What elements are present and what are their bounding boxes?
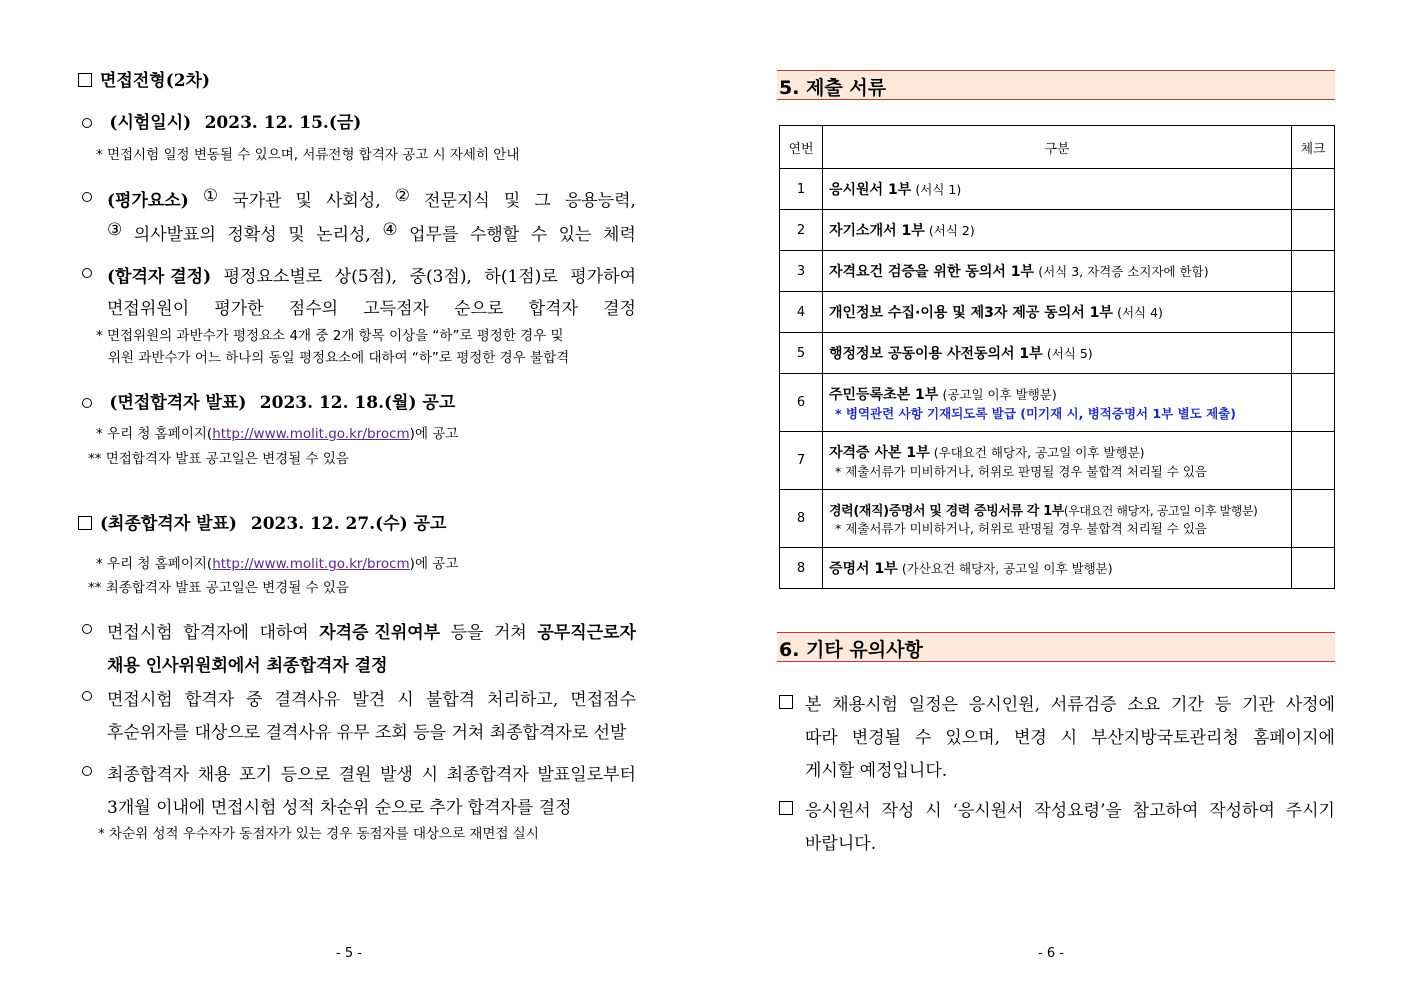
bullet-circle-icon	[82, 268, 92, 278]
section-documents-title: 5. 제출 서류	[779, 77, 887, 99]
check-cell[interactable]	[1292, 210, 1335, 251]
documents-table	[779, 125, 1335, 589]
section-notes-title: 6. 기타 유의사항	[779, 639, 923, 661]
table-row: 1 응시원서 1부 (서식 1)	[780, 169, 1335, 210]
table-row: 5 행정정보 공동이용 사전동의서 1부 (서식 5)	[780, 333, 1335, 374]
row-note: * 병역관련 사항 기재되도록 발급 (미기재 시, 병적증명서 1부 별도 제출)	[835, 405, 1236, 421]
final-decision-item: 면접시험 합격자에 대하여 자격증 진위여부 등을 거쳐 공무직근로자 채용 인사위원회에서 최종합격자 결정	[82, 618, 636, 676]
homepage-link[interactable]: http://www.molit.go.kr/brocm	[212, 556, 410, 572]
col-header-check: 체크	[1292, 126, 1335, 169]
check-cell[interactable]	[1292, 432, 1335, 490]
table-row: 8 경력(재직)증명서 및 경력 증빙서류 각 1부(우대요건 해당자, 공고일 이후 발행분) * 제출서류가 미비하거나, 허위로 판명될 경우 불합격 처리될 수 있음	[780, 490, 1335, 548]
row-note: * 제출서류가 미비하거나, 허위로 판명될 경우 불합격 처리될 수 있음	[835, 521, 1208, 536]
row-note: * 제출서류가 미비하거나, 허위로 판명될 경우 불합격 처리될 수 있음	[835, 463, 1208, 479]
section-notes-header	[777, 632, 1335, 662]
note-exam-date: * 면접시험 일정 변동될 수 있으며, 서류전형 합격자 공고 시 자세히 안내	[96, 147, 520, 163]
page-number-right: - 6 -	[1038, 946, 1064, 961]
checkbox-square-icon	[78, 73, 92, 87]
note-homepage-2: * 우리 청 홈페이지(http://www.molit.go.kr/brocm)에 공고	[96, 556, 459, 572]
check-cell[interactable]	[1292, 548, 1335, 589]
bullet-circle-icon	[82, 118, 92, 128]
disqualification-item: 면접시험 합격자 중 결격사유 발견 시 불합격 처리하고, 면접점수 후순위자를 대상으로 결격사유 유무 조회 등을 거쳐 최종합격자로 선발	[82, 685, 636, 743]
note-pass-decision-1: * 면접위원의 과반수가 평정요소 4개 중 2개 항목 이상을 “하”로 평정한 경우 및	[96, 328, 564, 344]
table-row: 7 자격증 사본 1부 (우대요건 해당자, 공고일 이후 발행분) * 제출서류가 미비하거나, 허위로 판명될 경우 불합격 처리될 수 있음	[780, 432, 1335, 490]
final-result-title: (최종합격자 발표) 2023. 12. 27.(수) 공고	[78, 509, 446, 534]
bullet-circle-icon	[82, 192, 92, 202]
homepage-link[interactable]: http://www.molit.go.kr/brocm	[212, 426, 410, 442]
pass-decision-item: (합격자 결정) 평정요소별로 상(5점), 중(3점), 하(1점)로 평가하여 면접위원이 평가한 점수의 고득점자 순으로 합격자 결정	[82, 262, 636, 319]
additional-pass-item: 최종합격자 채용 포기 등으로 결원 발생 시 최종합격자 발표일로부터 3개월 이내에 면접시험 성적 차순위 순으로 추가 합격자를 결정	[82, 760, 636, 818]
check-cell[interactable]	[1292, 251, 1335, 292]
bullet-circle-icon	[82, 398, 92, 408]
section-interview-title: 면접전형(2차)	[78, 66, 210, 91]
check-cell[interactable]	[1292, 333, 1335, 374]
table-row: 2 자기소개서 1부 (서식 2)	[780, 210, 1335, 251]
check-cell[interactable]	[1292, 169, 1335, 210]
note-interview-date-change: ** 면접합격자 발표 공고일은 변경될 수 있음	[88, 451, 349, 467]
checkbox-square-icon	[779, 695, 793, 709]
note-homepage-1: * 우리 청 홈페이지(http://www.molit.go.kr/brocm)에 공고	[96, 426, 459, 442]
checkbox-square-icon	[779, 801, 793, 815]
notice-paragraph-2: 응시원서 작성 시 ‘응시원서 작성요령’을 참고하여 작성하여 주시기 바랍니다.	[779, 796, 1335, 854]
col-header-category: 구분	[823, 126, 1292, 169]
col-header-no: 연번	[780, 126, 823, 169]
exam-date-item: (시험일시) 2023. 12. 15.(금)	[82, 108, 361, 133]
interview-result-item: (면접합격자 발표) 2023. 12. 18.(월) 공고	[82, 388, 455, 413]
evaluation-item: (평가요소) ① 국가관 및 사회성, ② 전문지식 및 그 응용능력, ③ 의사발표의 정확성 및 논리성, ④ 업무를 수행할 수 있는 체력	[82, 186, 636, 245]
check-cell[interactable]	[1292, 490, 1335, 548]
table-row: 4 개인정보 수집·이용 및 제3자 제공 동의서 1부 (서식 4)	[780, 292, 1335, 333]
table-header-row	[780, 126, 1335, 169]
check-cell[interactable]	[1292, 292, 1335, 333]
check-cell[interactable]	[1292, 374, 1335, 432]
table-row: 8 증명서 1부 (가산요건 해당자, 공고일 이후 발행분)	[780, 548, 1335, 589]
bullet-circle-icon	[82, 766, 92, 776]
table-row: 6 주민등록초본 1부 (공고일 이후 발행분) * 병역관련 사항 기재되도록 발급 (미기재 시, 병적증명서 1부 별도 제출)	[780, 374, 1335, 432]
bullet-circle-icon	[82, 624, 92, 634]
section-documents-header	[777, 70, 1335, 100]
bullet-circle-icon	[82, 691, 92, 701]
note-final-date-change: ** 최종합격자 발표 공고일은 변경될 수 있음	[88, 580, 349, 596]
note-pass-decision-2: 위원 과반수가 어느 하나의 동일 평정요소에 대하여 “하”로 평정한 경우 불합격	[108, 350, 570, 366]
notice-paragraph-1: 본 채용시험 일정은 응시인원, 서류검증 소요 기간 등 기관 사정에 따라 변경될 수 있으며, 변경 시 부산지방국토관리청 홈페이지에 게시할 예정입니다.	[779, 690, 1335, 781]
page-number-left: - 5 -	[336, 946, 362, 961]
note-reinterview: * 차순위 성적 우수자가 동점자가 있는 경우 동점자를 대상으로 재면접 실시	[98, 826, 539, 842]
table-row: 3 자격요건 검증을 위한 동의서 1부 (서식 3, 자격증 소지자에 한함)	[780, 251, 1335, 292]
checkbox-square-icon	[78, 516, 92, 530]
